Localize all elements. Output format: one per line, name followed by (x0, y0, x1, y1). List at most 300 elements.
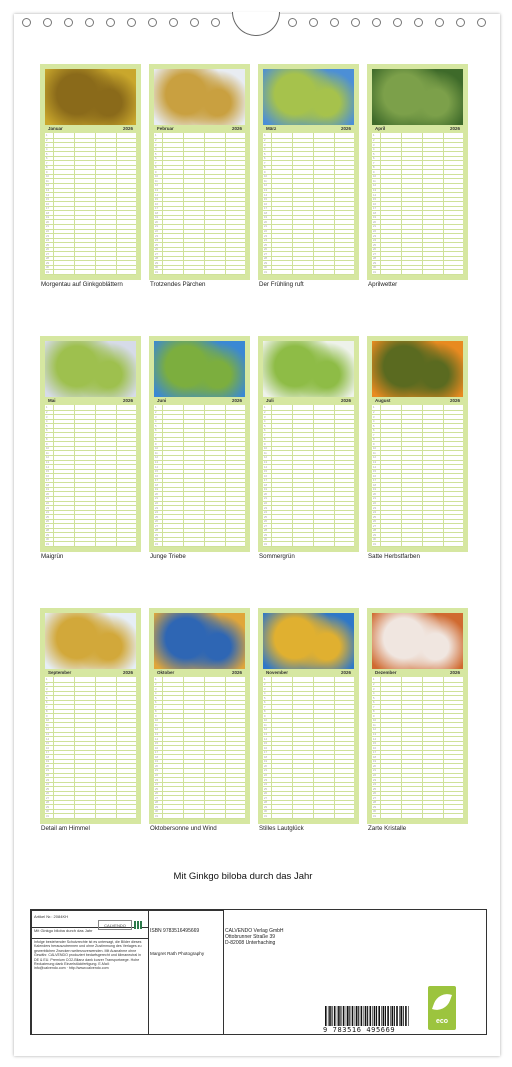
day-number: 27 (155, 796, 158, 800)
day-number: 22 (46, 773, 49, 777)
day-number: 9 (46, 714, 48, 718)
day-number: 13 (46, 461, 49, 464)
day-number: 1 (373, 134, 375, 138)
month-year: 2026 (122, 398, 133, 403)
day-number: 20 (155, 492, 158, 496)
day-number: 15 (155, 742, 158, 746)
barcode-bar (352, 1006, 354, 1026)
day-number: 25 (264, 243, 267, 247)
day-number: 25 (155, 243, 158, 247)
day-number: 10 (264, 719, 267, 723)
binding-hole (330, 18, 339, 27)
day-number: 19 (46, 488, 49, 492)
day-number: 25 (373, 243, 376, 247)
day-number: 2 (373, 410, 375, 414)
day-number: 26 (264, 792, 267, 796)
month-name: Mai (48, 398, 56, 403)
month-header (372, 669, 463, 677)
day-number: 18 (155, 211, 158, 215)
day-number: 11 (264, 451, 267, 455)
barcode-bar (372, 1006, 373, 1026)
day-number: 4 (373, 148, 375, 152)
day-number: 28 (373, 801, 376, 805)
day-number: 10 (264, 447, 267, 451)
month-name: April (375, 126, 386, 131)
binding-hole (211, 18, 220, 27)
day-number: 15 (373, 742, 376, 746)
month-name: November (266, 670, 289, 675)
day-number: 20 (373, 764, 376, 768)
day-number: 14 (155, 737, 158, 741)
month-photo (372, 613, 463, 669)
day-number: 20 (155, 220, 158, 224)
day-grid (372, 405, 463, 547)
day-number: 30 (46, 538, 49, 542)
day-number: 9 (155, 170, 157, 174)
day-number: 22 (264, 229, 267, 233)
day-number: 14 (155, 465, 158, 469)
day-number: 3 (373, 687, 375, 691)
day-number: 23 (155, 506, 158, 510)
binding-hole (372, 18, 381, 27)
month-header (372, 397, 463, 405)
day-number: 12 (373, 456, 376, 460)
day-number: 18 (373, 483, 376, 487)
day-number: 24 (373, 239, 376, 243)
day-number: 6 (46, 429, 48, 433)
day-number: 30 (373, 538, 376, 542)
day-number: 11 (46, 179, 49, 183)
month-photo (154, 69, 245, 125)
month-panel (258, 608, 359, 824)
day-number: 15 (264, 742, 267, 746)
day-number: 27 (155, 524, 158, 528)
day-number: 19 (155, 488, 158, 492)
day-grid (263, 677, 354, 819)
day-number: 13 (264, 461, 267, 464)
barcode-bar (364, 1006, 365, 1026)
day-number: 13 (373, 189, 376, 192)
day-grid (45, 405, 136, 547)
month-header (263, 125, 354, 133)
day-number: 7 (264, 705, 266, 709)
day-number: 5 (373, 152, 375, 156)
day-number: 16 (46, 746, 49, 750)
day-grid (263, 133, 354, 275)
day-number: 13 (264, 733, 267, 736)
month-caption: Aprilwetter (368, 281, 398, 288)
month-caption: Sommergrün (259, 553, 295, 560)
day-number: 13 (264, 189, 267, 192)
day-number: 24 (46, 783, 49, 787)
day-number: 22 (155, 229, 158, 233)
day-number: 26 (46, 792, 49, 796)
day-number: 3 (155, 143, 157, 147)
day-number: 2 (373, 138, 375, 142)
day-number: 24 (46, 239, 49, 243)
month-name: März (266, 126, 277, 131)
day-number: 7 (264, 161, 266, 165)
day-number: 16 (373, 474, 376, 478)
day-number: 1 (46, 678, 48, 682)
day-number: 29 (264, 805, 267, 809)
day-number: 9 (264, 442, 266, 446)
day-number: 4 (155, 420, 157, 424)
day-number: 21 (264, 769, 267, 773)
month-caption: Oktobersonne und Wind (150, 825, 217, 832)
binding-hole (64, 18, 73, 27)
day-number: 30 (373, 810, 376, 814)
day-number: 15 (46, 470, 49, 474)
day-number: 7 (373, 433, 375, 437)
month-year: 2026 (340, 670, 351, 675)
day-number: 9 (373, 442, 375, 446)
article-number: Artikel Nr.: 2084KH (34, 914, 69, 919)
day-number: 6 (373, 701, 375, 705)
day-number: 22 (46, 229, 49, 233)
day-number: 22 (155, 501, 158, 505)
day-number: 13 (373, 733, 376, 736)
day-number: 20 (373, 220, 376, 224)
day-number: 7 (264, 433, 266, 437)
day-number: 15 (155, 198, 158, 202)
day-number: 23 (155, 234, 158, 238)
day-number: 9 (46, 442, 48, 446)
month-year: 2026 (231, 126, 242, 131)
day-number: 1 (46, 406, 48, 410)
day-number: 21 (264, 497, 267, 501)
day-number: 12 (373, 728, 376, 732)
day-number: 11 (155, 723, 158, 727)
barcode-bar (349, 1006, 350, 1026)
day-number: 20 (264, 220, 267, 224)
day-number: 3 (264, 143, 266, 147)
binding-hole (85, 18, 94, 27)
day-number: 28 (373, 257, 376, 261)
month-year: 2026 (340, 126, 351, 131)
day-number: 21 (46, 497, 49, 501)
day-number: 18 (46, 483, 49, 487)
day-number: 16 (264, 746, 267, 750)
day-number: 12 (155, 184, 158, 188)
barcode-bar (390, 1006, 391, 1026)
day-number: 14 (373, 737, 376, 741)
day-number: 8 (373, 710, 375, 714)
publisher-name: CALVENDO Verlag GmbH (225, 928, 284, 934)
barcode-bar (358, 1006, 359, 1026)
day-number: 23 (46, 506, 49, 510)
day-number: 25 (373, 787, 376, 791)
day-number: 24 (373, 511, 376, 515)
day-number: 8 (264, 710, 266, 714)
day-number: 5 (155, 424, 157, 428)
day-number: 12 (46, 184, 49, 188)
isbn: ISBN 9783516495669 (150, 928, 200, 934)
day-number: 25 (373, 515, 376, 519)
barcode-bar (367, 1006, 368, 1026)
day-number: 27 (46, 252, 49, 256)
day-number: 14 (373, 193, 376, 197)
barcode-bar (355, 1006, 356, 1026)
barcode-bar (403, 1006, 404, 1026)
day-number: 10 (46, 719, 49, 723)
month-photo (372, 341, 463, 397)
day-number: 15 (46, 742, 49, 746)
day-number: 2 (264, 410, 266, 414)
day-number: 16 (46, 474, 49, 478)
day-number: 14 (155, 193, 158, 197)
day-number: 15 (264, 470, 267, 474)
day-number: 27 (46, 524, 49, 528)
day-number: 19 (155, 216, 158, 220)
day-number: 11 (46, 723, 49, 727)
day-number: 24 (46, 511, 49, 515)
month-name: Juni (157, 398, 167, 403)
barcode-bar (374, 1006, 376, 1026)
day-number: 28 (155, 257, 158, 261)
day-number: 4 (264, 148, 266, 152)
day-number: 8 (46, 166, 48, 170)
day-number: 23 (46, 234, 49, 238)
day-number: 21 (373, 225, 376, 229)
day-number: 8 (373, 166, 375, 170)
day-number: 12 (264, 728, 267, 732)
day-number: 10 (373, 719, 376, 723)
day-number: 29 (373, 533, 376, 537)
day-number: 6 (264, 429, 266, 433)
month-year: 2026 (231, 398, 242, 403)
day-number: 17 (373, 751, 376, 755)
day-number: 3 (155, 415, 157, 419)
day-number: 4 (46, 692, 48, 696)
day-number: 5 (46, 424, 48, 428)
day-number: 23 (264, 506, 267, 510)
day-number: 5 (46, 152, 48, 156)
day-number: 30 (264, 266, 267, 270)
day-number: 7 (373, 161, 375, 165)
day-number: 8 (46, 438, 48, 442)
barcode-bar (338, 1006, 340, 1026)
day-number: 7 (155, 705, 157, 709)
month-name: Juli (266, 398, 274, 403)
day-number: 23 (373, 234, 376, 238)
barcode-bar (329, 1006, 331, 1026)
day-number: 17 (373, 479, 376, 483)
day-number: 21 (373, 497, 376, 501)
barcode-bar (396, 1006, 398, 1026)
day-number: 30 (46, 810, 49, 814)
day-number: 1 (373, 406, 375, 410)
day-number: 2 (46, 682, 48, 686)
month-name: Oktober (157, 670, 175, 675)
day-number: 22 (264, 773, 267, 777)
day-number: 16 (155, 202, 158, 206)
day-number: 23 (264, 234, 267, 238)
barcode-bar (325, 1006, 327, 1026)
day-number: 17 (155, 479, 158, 483)
day-number: 30 (155, 538, 158, 542)
day-number: 30 (373, 266, 376, 270)
day-number: 3 (264, 687, 266, 691)
day-number: 4 (264, 692, 266, 696)
day-number: 13 (155, 189, 158, 192)
day-number: 6 (264, 157, 266, 161)
footer-calendar-title: Mit Ginkgo biloba durch das Jahr (34, 928, 93, 933)
month-photo (263, 341, 354, 397)
day-number: 10 (155, 175, 158, 179)
day-number: 23 (155, 778, 158, 782)
day-number: 26 (155, 520, 158, 524)
day-number: 28 (46, 529, 49, 533)
publisher-city: D-82008 Unterhaching (225, 940, 276, 946)
day-number: 16 (155, 746, 158, 750)
barcode-bar (334, 1006, 336, 1026)
day-number: 5 (155, 696, 157, 700)
day-number: 4 (155, 692, 157, 696)
day-number: 19 (373, 216, 376, 220)
day-number: 15 (46, 198, 49, 202)
binding-hole (414, 18, 423, 27)
month-caption: Trotzendes Pärchen (150, 281, 206, 288)
day-number: 12 (264, 456, 267, 460)
day-number: 7 (46, 161, 48, 165)
day-number: 11 (373, 723, 376, 727)
day-grid (154, 133, 245, 275)
day-number: 20 (155, 764, 158, 768)
day-number: 9 (46, 170, 48, 174)
day-number: 17 (46, 751, 49, 755)
barcode-bar (381, 1006, 382, 1026)
day-number: 31 (264, 542, 267, 546)
day-number: 26 (373, 248, 376, 252)
legal-text: Infolge bestehender Schutzrechte ist es untersagt, die Bilder dieses Kalenders herauszutrennen und ohne Zustimmung des Verlages zu gewerblichen Zwecken weiterzuverwenden. Mit Ausnahme ohne Gewähr. CALVENDO produziert bedarfsgerecht und klimaneutral in DE & EU. Premium CO2-Bilanz dank kurzer Transportwege. Hohe Reduzierung dank Einzelstückfertigung. E-Mail: info@calvendo.com · http://www.calvendo.com (34, 940, 142, 971)
leaf-icon (432, 990, 452, 1014)
day-number: 31 (155, 814, 158, 818)
day-number: 8 (46, 710, 48, 714)
day-number: 7 (46, 433, 48, 437)
day-number: 6 (373, 429, 375, 433)
barcode-bar (365, 1006, 367, 1026)
month-year: 2026 (122, 670, 133, 675)
day-number: 19 (264, 488, 267, 492)
day-number: 19 (46, 216, 49, 220)
day-number: 1 (155, 678, 157, 682)
day-number: 9 (264, 714, 266, 718)
day-number: 11 (264, 179, 267, 183)
day-number: 28 (155, 529, 158, 533)
day-number: 1 (46, 134, 48, 138)
day-number: 18 (46, 755, 49, 759)
day-number: 2 (373, 682, 375, 686)
day-number: 21 (46, 769, 49, 773)
day-number: 28 (264, 257, 267, 261)
qr-mark-icon (134, 921, 142, 929)
day-number: 21 (373, 769, 376, 773)
binding-hole (190, 18, 199, 27)
barcode-bar (394, 1006, 395, 1026)
calvendo-logo: CALVENDO (98, 920, 132, 930)
day-number: 26 (155, 248, 158, 252)
barcode-bar (370, 1006, 372, 1026)
day-number: 8 (155, 710, 157, 714)
month-caption: Maigrün (41, 553, 64, 560)
month-photo (263, 613, 354, 669)
binding-hole (456, 18, 465, 27)
binding-hole (148, 18, 157, 27)
day-number: 6 (373, 157, 375, 161)
day-number: 5 (373, 424, 375, 428)
day-number: 7 (155, 161, 157, 165)
day-number: 27 (373, 524, 376, 528)
month-year: 2026 (449, 670, 460, 675)
binding-hole (127, 18, 136, 27)
day-number: 3 (373, 143, 375, 147)
day-number: 21 (264, 225, 267, 229)
day-number: 31 (373, 542, 376, 546)
month-name: Dezember (375, 670, 397, 675)
day-number: 18 (264, 483, 267, 487)
month-name: August (375, 398, 391, 403)
month-caption: Morgentau auf Ginkgoblättern (41, 281, 123, 288)
day-number: 29 (373, 261, 376, 265)
day-number: 23 (373, 778, 376, 782)
day-number: 4 (373, 420, 375, 424)
day-number: 23 (264, 778, 267, 782)
day-number: 13 (46, 189, 49, 192)
day-number: 23 (46, 778, 49, 782)
day-number: 25 (264, 515, 267, 519)
day-number: 14 (46, 737, 49, 741)
day-number: 26 (264, 248, 267, 252)
day-number: 14 (46, 193, 49, 197)
month-header (45, 125, 136, 133)
day-number: 19 (373, 488, 376, 492)
day-number: 4 (155, 148, 157, 152)
day-number: 12 (264, 184, 267, 188)
barcode-bar (361, 1006, 363, 1026)
day-number: 17 (264, 207, 267, 211)
month-photo (154, 613, 245, 669)
day-number: 24 (264, 511, 267, 515)
day-number: 26 (373, 520, 376, 524)
day-number: 15 (373, 470, 376, 474)
day-number: 7 (155, 433, 157, 437)
day-number: 3 (373, 415, 375, 419)
day-number: 10 (46, 447, 49, 451)
month-panel (40, 608, 141, 824)
day-number: 14 (264, 737, 267, 741)
day-number: 8 (155, 438, 157, 442)
day-number: 27 (264, 796, 267, 800)
binding-hole (477, 18, 486, 27)
day-number: 14 (264, 193, 267, 197)
barcode (323, 1006, 411, 1028)
day-number: 29 (155, 261, 158, 265)
barcode-bar (340, 1006, 341, 1026)
day-number: 6 (155, 701, 157, 705)
day-number: 10 (155, 719, 158, 723)
day-number: 29 (155, 805, 158, 809)
day-number: 15 (264, 198, 267, 202)
barcode-bar (385, 1006, 386, 1026)
day-number: 10 (373, 447, 376, 451)
day-number: 3 (264, 415, 266, 419)
day-number: 11 (264, 723, 267, 727)
day-number: 9 (373, 714, 375, 718)
day-number: 16 (46, 202, 49, 206)
day-number: 6 (264, 701, 266, 705)
day-number: 9 (155, 714, 157, 718)
